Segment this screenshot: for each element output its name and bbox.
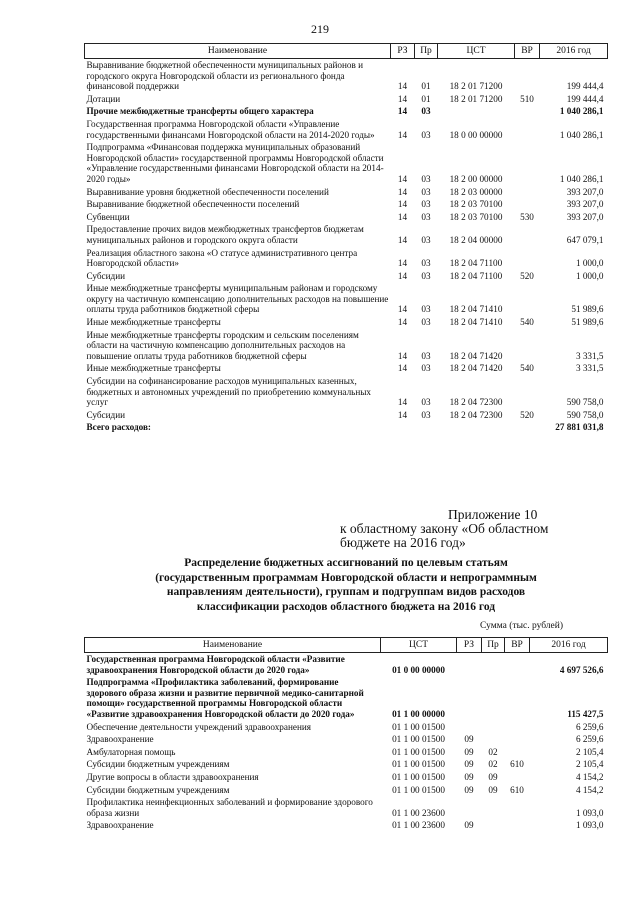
cell-sum: 1 040 286,1 <box>559 173 604 184</box>
cell-rz: 14 <box>397 270 408 281</box>
table-header-row <box>85 44 608 59</box>
cell-pr: 03 <box>421 211 431 222</box>
cell-sum: 199 444,4 <box>566 93 604 104</box>
cell-pr <box>482 796 505 819</box>
cell-rz: 14 <box>397 129 408 140</box>
table-row <box>85 362 608 375</box>
col-header-vr: ВР <box>505 638 530 653</box>
cell-name: Амбулаторная помощь <box>86 746 176 757</box>
table-row <box>85 676 608 720</box>
cell-name: Подпрограмма «Профилактика заболеваний, формирование здорового образа жизни и развитие первичной медико-санитарной помощи» государственной программы Новгородской области «Развитие здравоохранения Новгородской области до 2020 года» <box>86 677 364 719</box>
cell-name: Выравнивание бюджетной обеспеченности поселений <box>86 199 300 210</box>
title-line-1: Распределение бюджетных ассигнований по целевым статьям <box>184 557 508 569</box>
cell-vr <box>505 819 530 832</box>
cell-pr: 01 <box>421 93 431 104</box>
table-row <box>85 59 608 93</box>
cell-name: Дотации <box>86 93 121 104</box>
table-row <box>85 316 608 329</box>
cell-vr: 610 <box>510 784 524 795</box>
cell-cst: 18 2 04 71410 <box>449 304 503 315</box>
cell-cst: 18 2 03 00000 <box>449 186 503 197</box>
cell-name: Обеспечение деятельности учреждений здравоохранения <box>86 721 312 732</box>
cell-sum: 393 207,0 <box>566 211 604 222</box>
cell-rz <box>457 796 482 819</box>
cell-name: Здравоохранение <box>86 734 154 745</box>
table-row <box>85 746 608 759</box>
cell-pr <box>415 421 438 434</box>
cell-name: Государственная программа Новгородской области «Развитие здравоохранения Новгородской области до 2020 года» <box>86 654 345 675</box>
cell-vr <box>515 118 540 141</box>
cell-rz: 14 <box>397 317 408 328</box>
cell-vr <box>515 198 540 211</box>
cell-sum: 51 989,6 <box>571 317 604 328</box>
cell-rz: 14 <box>397 409 408 420</box>
cell-name: Иные межбюджетные трансферты <box>86 363 221 374</box>
cell-sum: 1 040 286,1 <box>559 129 604 140</box>
table-row <box>85 93 608 106</box>
cell-pr <box>482 653 505 677</box>
cell-name: Всего расходов: <box>86 422 151 433</box>
cell-pr <box>482 676 505 720</box>
cell-sum: 1 000,0 <box>575 258 604 269</box>
cell-pr: 03 <box>421 409 431 420</box>
table-row <box>85 819 608 832</box>
cell-vr: 520 <box>520 270 534 281</box>
table-row <box>85 375 608 409</box>
cell-pr <box>482 819 505 832</box>
cell-pr: 09 <box>488 771 498 782</box>
cell-rz: 14 <box>397 199 408 210</box>
cell-rz <box>457 721 482 734</box>
cell-rz: 09 <box>464 820 474 831</box>
cell-rz: 14 <box>397 397 408 408</box>
table-row <box>85 211 608 224</box>
table-row <box>85 733 608 746</box>
table-row <box>85 105 608 118</box>
cell-rz: 09 <box>464 734 474 745</box>
cell-vr <box>515 105 540 118</box>
cell-rz: 14 <box>397 234 408 245</box>
cell-cst: 01 1 00 23600 <box>392 820 445 831</box>
cell-sum: 2 105,4 <box>575 746 604 757</box>
table-row <box>85 409 608 422</box>
cell-cst: 18 2 03 70100 <box>449 211 503 222</box>
cell-pr: 03 <box>421 270 431 281</box>
cell-rz: 14 <box>397 186 408 197</box>
cell-pr: 03 <box>421 106 431 117</box>
cell-vr: 530 <box>520 211 534 222</box>
appendix-label <box>340 508 600 550</box>
cell-vr <box>505 796 530 819</box>
cell-vr: 510 <box>520 93 534 104</box>
cell-vr <box>505 653 530 677</box>
units-label: Сумма (тыс. рублей) <box>480 621 563 631</box>
cell-sum: 6 259,6 <box>575 734 604 745</box>
cell-rz <box>457 653 482 677</box>
col-header-name: Наименование <box>85 44 391 59</box>
cell-rz: 09 <box>464 759 474 770</box>
cell-pr: 03 <box>421 173 431 184</box>
cell-pr: 02 <box>488 746 498 757</box>
cell-cst: 18 2 04 00000 <box>449 234 503 245</box>
table-row <box>85 771 608 784</box>
cell-vr <box>515 141 540 185</box>
cell-name: Другие вопросы в области здравоохранения <box>86 771 259 782</box>
title-line-4: классификации расходов областного бюджета на 2016 год <box>196 600 496 613</box>
col-header-vr: ВР <box>515 44 540 59</box>
cell-pr <box>482 721 505 734</box>
cell-name: Государственная программа Новгородской области «Управление государственными финансами Новгородской области на 2014-2020 годы» <box>86 118 375 140</box>
cell-vr <box>505 721 530 734</box>
cell-vr <box>515 186 540 199</box>
cell-sum: 3 331,5 <box>575 363 604 374</box>
col-header-pr: Пр <box>415 44 438 59</box>
cell-cst: 01 1 00 01500 <box>392 734 445 745</box>
cell-name: Иные межбюджетные трансферты муниципальным районам и городскому округу на частичную компенсацию дополнительных расходов на повышение оплаты труда работников бюджетной сферы <box>86 283 389 315</box>
appendix-law-ref-cont: бюджете на 2016 год» <box>340 535 466 550</box>
title-line-2: (государственным программам Новгородской области и непрограммным <box>155 571 537 584</box>
table-row <box>85 421 608 434</box>
cell-vr <box>505 676 530 720</box>
cell-name: Здравоохранение <box>86 820 154 831</box>
cell-pr: 03 <box>421 350 431 361</box>
table-row <box>85 796 608 819</box>
cell-rz: 14 <box>397 363 408 374</box>
cell-name: Подпрограмма «Финансовая поддержка муниципальных образований Новгородской области» государственной программы Новгородской области «Управление государственными финансами Новгородской области на 2014-2020 годы» <box>86 142 384 184</box>
document-title <box>96 556 596 614</box>
cell-vr: 540 <box>520 317 534 328</box>
cell-sum: 1 093,0 <box>575 820 604 831</box>
cell-sum: 1 000,0 <box>575 270 604 281</box>
cell-name: Субсидии бюджетным учреждениям <box>86 784 230 795</box>
table-row <box>85 329 608 363</box>
cell-pr: 01 <box>421 81 431 92</box>
cell-cst: 01 1 00 01500 <box>392 721 445 732</box>
cell-sum: 51 989,6 <box>571 304 604 315</box>
cell-vr <box>505 746 530 759</box>
cell-pr: 09 <box>488 784 498 795</box>
cell-name: Субсидии бюджетным учреждениям <box>86 759 230 770</box>
table-row <box>85 141 608 185</box>
cell-rz: 09 <box>464 746 474 757</box>
cell-name: Прочие межбюджетные трансферты общего характера <box>86 106 314 117</box>
cell-cst <box>438 421 515 434</box>
cell-rz: 14 <box>397 106 408 117</box>
cell-cst: 18 2 00 00000 <box>449 173 503 184</box>
table-row <box>85 118 608 141</box>
table-row <box>85 282 608 316</box>
cell-name: Иные межбюджетные трансферты городским и сельским поселениям области на частичную компенсацию дополнительных расходов на повышение оплаты труда работников бюджетной сферы <box>86 329 359 361</box>
cell-vr <box>515 375 540 409</box>
cell-pr: 03 <box>421 186 431 197</box>
cell-name: Субсидии на софинансирование расходов муниципальных казенных, бюджетных и автономных учреждений по приобретению коммунальных услуг <box>86 376 372 408</box>
cell-pr <box>482 733 505 746</box>
cell-cst: 01 1 00 01500 <box>392 759 445 770</box>
cell-cst: 18 2 04 72300 <box>449 397 503 408</box>
cell-rz: 14 <box>397 173 408 184</box>
cell-sum: 199 444,4 <box>566 81 604 92</box>
cell-sum: 590 758,0 <box>566 397 604 408</box>
cell-sum: 6 259,6 <box>575 721 604 732</box>
page-number: 219 <box>311 22 329 36</box>
expenditure-table-top <box>84 43 608 434</box>
table-row <box>85 186 608 199</box>
cell-vr <box>515 282 540 316</box>
cell-sum: 590 758,0 <box>566 409 604 420</box>
cell-vr: 610 <box>510 759 524 770</box>
table-row <box>85 247 608 270</box>
cell-vr <box>515 223 540 246</box>
cell-rz: 14 <box>397 211 408 222</box>
col-header-pr: Пр <box>482 638 505 653</box>
cell-cst: 01 1 00 01500 <box>392 746 445 757</box>
cell-vr <box>505 733 530 746</box>
appendix-law-ref: к областному закону «Об областном <box>340 521 549 536</box>
table-row <box>85 223 608 246</box>
appendix-title: Приложение 10 <box>448 507 538 522</box>
cell-name: Субвенции <box>86 211 130 222</box>
cell-vr: 520 <box>520 409 534 420</box>
cell-sum: 4 697 526,6 <box>559 664 604 675</box>
cell-cst: 01 1 00 01500 <box>392 784 445 795</box>
cell-name: Иные межбюджетные трансферты <box>86 317 221 328</box>
cell-pr: 03 <box>421 397 431 408</box>
cell-cst: 18 2 04 71100 <box>449 270 503 281</box>
expenditure-table-bottom <box>84 637 608 832</box>
cell-cst: 01 1 00 01500 <box>392 771 445 782</box>
cell-sum: 393 207,0 <box>566 186 604 197</box>
col-header-cst: ЦСТ <box>438 44 515 59</box>
table-row <box>85 270 608 283</box>
cell-cst: 18 2 01 71200 <box>449 81 503 92</box>
cell-rz <box>457 676 482 720</box>
cell-cst: 18 0 00 00000 <box>449 129 503 140</box>
table-row <box>85 198 608 211</box>
cell-sum: 115 427,5 <box>567 708 604 719</box>
cell-vr <box>515 421 540 434</box>
cell-rz: 14 <box>397 258 408 269</box>
cell-pr: 03 <box>421 234 431 245</box>
title-line-3: направлениям деятельности), группам и подгруппам видов расходов <box>166 586 526 598</box>
cell-pr: 02 <box>488 759 498 770</box>
cell-vr <box>515 247 540 270</box>
table-row <box>85 721 608 734</box>
cell-cst: 18 2 04 71420 <box>449 363 503 374</box>
table-header-row <box>85 638 608 653</box>
cell-sum: 4 154,2 <box>575 784 604 795</box>
cell-rz: 14 <box>397 93 408 104</box>
cell-cst: 18 2 01 71200 <box>449 93 503 104</box>
cell-rz: 14 <box>397 304 408 315</box>
col-header-year: 2016 год <box>530 638 608 653</box>
cell-pr: 03 <box>421 199 431 210</box>
col-header-rz: РЗ <box>391 44 415 59</box>
cell-pr: 03 <box>421 363 431 374</box>
cell-cst: 01 0 00 00000 <box>392 664 445 675</box>
col-header-rz: РЗ <box>457 638 482 653</box>
cell-cst: 18 2 04 72300 <box>449 409 503 420</box>
cell-name: Предоставление прочих видов межбюджетных трансфертов бюджетам муниципальных районов и городского округа области <box>86 224 364 245</box>
table-row <box>85 758 608 771</box>
cell-sum: 2 105,4 <box>575 759 604 770</box>
cell-rz: 09 <box>464 771 474 782</box>
cell-name: Реализация областного закона «О статусе административного центра Новгородской области» <box>86 247 358 269</box>
cell-vr <box>515 329 540 363</box>
cell-pr: 03 <box>421 304 431 315</box>
cell-name: Выравнивание уровня бюджетной обеспеченности поселений <box>86 186 329 197</box>
cell-rz: 14 <box>397 350 408 361</box>
cell-sum: 393 207,0 <box>566 199 604 210</box>
cell-vr <box>515 59 540 93</box>
cell-sum: 3 331,5 <box>575 350 604 361</box>
cell-cst: 18 2 03 70100 <box>449 199 503 210</box>
cell-vr <box>505 771 530 784</box>
cell-cst: 01 1 00 23600 <box>392 807 445 818</box>
cell-pr: 03 <box>421 129 431 140</box>
cell-rz: 09 <box>464 784 474 795</box>
col-header-cst: ЦСТ <box>381 638 457 653</box>
col-header-year: 2016 год <box>540 44 608 59</box>
cell-rz <box>391 421 415 434</box>
cell-rz: 14 <box>397 81 408 92</box>
table-row <box>85 653 608 677</box>
cell-cst: 18 2 04 71100 <box>449 258 503 269</box>
cell-name: Профилактика неинфекционных заболеваний и формирование здорового образа жизни <box>86 797 373 818</box>
cell-pr: 03 <box>421 317 431 328</box>
table-row <box>85 784 608 797</box>
cell-sum: 1 040 286,1 <box>559 106 604 117</box>
cell-cst: 18 2 04 71410 <box>449 317 503 328</box>
cell-sum: 1 093,0 <box>575 807 604 818</box>
cell-sum: 27 881 031,8 <box>555 422 604 433</box>
cell-sum: 4 154,2 <box>575 771 604 782</box>
cell-name: Выравнивание бюджетной обеспеченности муниципальных районов и городского округа Новгородской области из регионального фонда финансовой поддержки <box>86 60 364 92</box>
cell-sum: 647 079,1 <box>566 234 604 245</box>
cell-name: Субсидии <box>86 409 126 420</box>
col-header-name: Наименование <box>85 638 381 653</box>
cell-vr: 540 <box>520 363 534 374</box>
cell-cst: 18 2 04 71420 <box>449 350 503 361</box>
cell-name: Субсидии <box>86 270 126 281</box>
cell-cst: 01 1 00 00000 <box>392 708 445 719</box>
cell-pr: 03 <box>421 258 431 269</box>
cell-cst <box>438 105 515 118</box>
